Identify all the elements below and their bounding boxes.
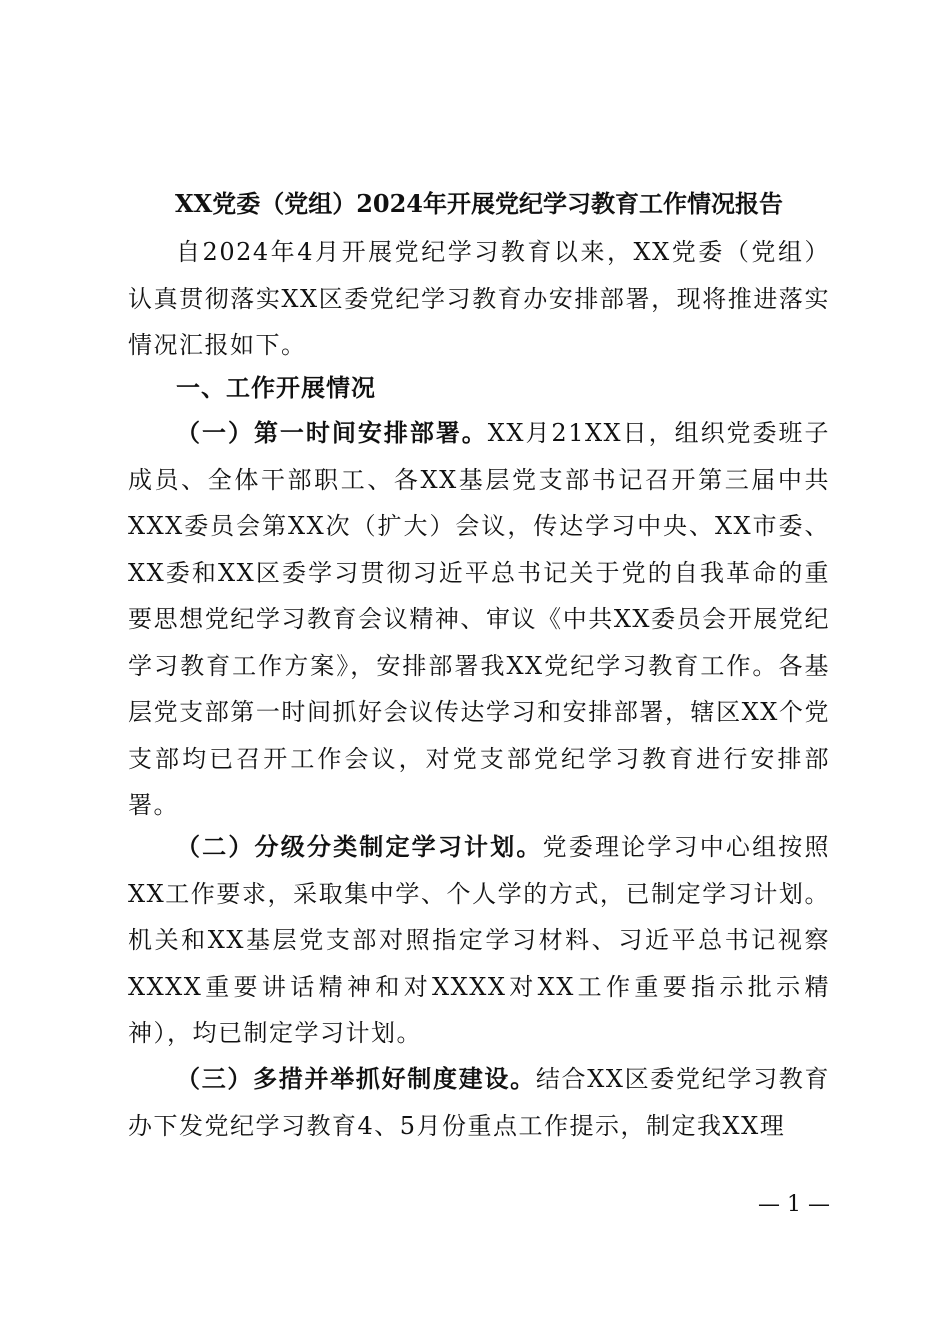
paragraph-1-text: XX月21XX日，组织党委班子成员、全体干部职工、各XX基层党支部书记召开第三届中共XXX委员会第XX次（扩大）会议，传达学习中央、XX市委、XX委和XX区委学习贯彻习近平总书记关于党的自我革命的重要思想党纪学习教育会议精神、审议《中共XX委员会开展党纪学习教育工作方案》，安排部署我XX党纪学习教育工作。各基层党支部第一时间抓好会议传达学习和安排部署，辖区XX个党支部均已召开工作会议，对党支部党纪学习教育进行安排部署。 xyxy=(128,419,831,819)
paragraph-3 xyxy=(128,1056,830,1149)
paragraph-3-lead: （三）多措并举抓好制度建设。 xyxy=(176,1064,536,1093)
section-heading: 一、工作开展情况 xyxy=(176,374,376,402)
paragraph-2 xyxy=(128,824,830,1057)
paragraph-1-lead: （一）第一时间安排部署。 xyxy=(176,418,488,447)
intro-paragraph: 自2024年4月开展党纪学习教育以来，XX党委（党组）认真贯彻落实XX区委党纪学习教育办安排部署，现将推进落实情况汇报如下。 xyxy=(128,238,830,359)
paragraph-2-lead: （二）分级分类制定学习计划。 xyxy=(176,832,543,861)
document-title: XX党委（党组）2024年开展党纪学习教育工作情况报告 xyxy=(174,189,784,218)
paragraph-2-text: 党委理论学习中心组按照XX工作要求，采取集中学、个人学的方式，已制定学习计划。机关和XX基层党支部对照指定学习材料、习近平总书记视察XXXX重要讲话精神和对XXXX对XX工作重要指示批示精神），均已制定学习计划。 xyxy=(128,833,830,1047)
page-number: — 1 — xyxy=(758,1192,830,1217)
paragraph-1 xyxy=(128,410,830,829)
paragraph-3-text: 结合XX区委党纪学习教育办下发党纪学习教育4、5月份重点工作提示，制定我XX理 xyxy=(128,1065,831,1140)
